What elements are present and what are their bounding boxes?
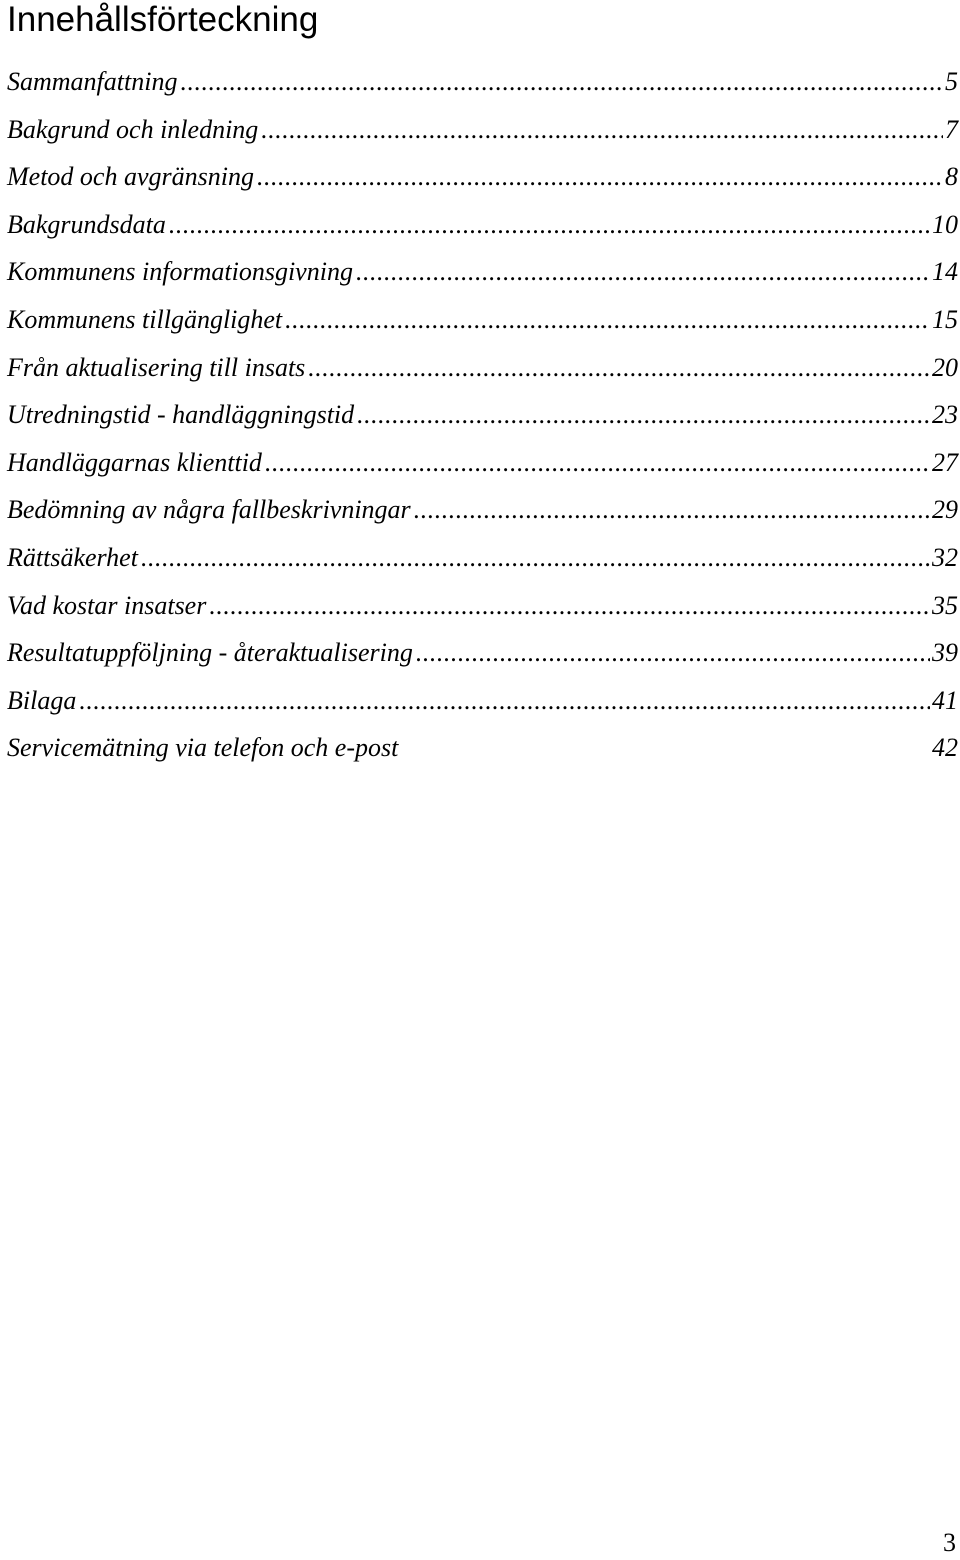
- toc-entry-label: Metod och avgränsning: [7, 162, 254, 192]
- toc-dot-leader: [141, 540, 930, 576]
- toc-dot-leader: [180, 64, 943, 100]
- toc-entry[interactable]: [7, 207, 958, 255]
- toc-entry[interactable]: [7, 588, 958, 636]
- page-title: Innehållsförteckning: [7, 0, 319, 39]
- toc-entry-page: 29: [932, 495, 958, 525]
- toc-entry[interactable]: [7, 112, 958, 160]
- toc-entry-label: Utredningstid - handläggningstid: [7, 400, 355, 430]
- toc-dot-leader: [285, 302, 930, 338]
- toc-entry-page: 14: [932, 257, 958, 287]
- toc-dot-leader: [79, 683, 930, 719]
- toc-dot-leader: [308, 350, 930, 386]
- toc-entry[interactable]: [7, 635, 958, 683]
- toc-entry[interactable]: [7, 159, 958, 207]
- toc-entry-page: 23: [932, 400, 958, 430]
- toc-entry-page: 41: [932, 685, 958, 715]
- toc-entry-page: 5: [945, 67, 958, 96]
- toc-entry[interactable]: [7, 445, 958, 493]
- toc-entry-label: Handläggarnas klienttid: [7, 447, 262, 477]
- toc-entry-page: 32: [932, 542, 958, 572]
- toc-entry-label: Sammanfattning: [7, 67, 178, 96]
- toc-entry[interactable]: [7, 683, 958, 731]
- toc-entry[interactable]: [7, 302, 958, 350]
- toc-entry-page: 20: [932, 352, 958, 382]
- toc-entry-page: 10: [932, 209, 958, 239]
- toc-entry-label: Från aktualisering till insats: [7, 352, 306, 382]
- toc-entry[interactable]: [7, 64, 958, 112]
- toc-entry-label: Bakgrund och inledning: [7, 114, 259, 144]
- toc-dot-leader: [257, 159, 943, 195]
- toc-entry-label: Servicemätning via telefon och e-post: [7, 733, 399, 763]
- toc-dot-leader: [169, 207, 930, 243]
- toc-dot-leader: [416, 635, 930, 671]
- toc-entry[interactable]: [7, 397, 958, 445]
- toc-dot-leader: [265, 445, 930, 481]
- toc-entry-page: 15: [932, 304, 958, 334]
- toc-entry-page: 8: [945, 162, 958, 192]
- toc-entry-label: Bedömning av några fallbeskrivningar: [7, 495, 411, 525]
- toc-entry-label: Rättsäkerhet: [7, 542, 138, 572]
- toc-entry[interactable]: [7, 254, 958, 302]
- toc-entry-label: Bakgrundsdata: [7, 209, 166, 239]
- toc-dot-leader: [414, 492, 930, 528]
- table-of-contents: [7, 64, 958, 778]
- toc-dot-leader: [356, 254, 930, 290]
- toc-entry-page: 39: [932, 638, 958, 668]
- toc-entry-page: 42: [932, 733, 958, 763]
- toc-dot-leader: [261, 112, 943, 148]
- toc-entry[interactable]: [7, 350, 958, 398]
- toc-entry[interactable]: [7, 730, 958, 778]
- toc-entry-page: 27: [932, 447, 958, 477]
- toc-entry-label: Kommunens informationsgivning: [7, 257, 353, 287]
- toc-dot-leader: [209, 588, 930, 624]
- toc-entry-label: Bilaga: [7, 685, 77, 715]
- toc-dot-leader: [357, 397, 930, 433]
- toc-entry-page: 35: [932, 590, 958, 620]
- toc-entry-label: Resultatuppföljning - återaktualisering: [7, 638, 413, 668]
- page-number: 3: [943, 1528, 956, 1557]
- toc-entry-label: Vad kostar insatser: [7, 590, 207, 620]
- toc-entry[interactable]: [7, 492, 958, 540]
- toc-entry-page: 7: [945, 114, 958, 144]
- toc-entry[interactable]: [7, 540, 958, 588]
- toc-entry-label: Kommunens tillgänglighet: [7, 304, 283, 334]
